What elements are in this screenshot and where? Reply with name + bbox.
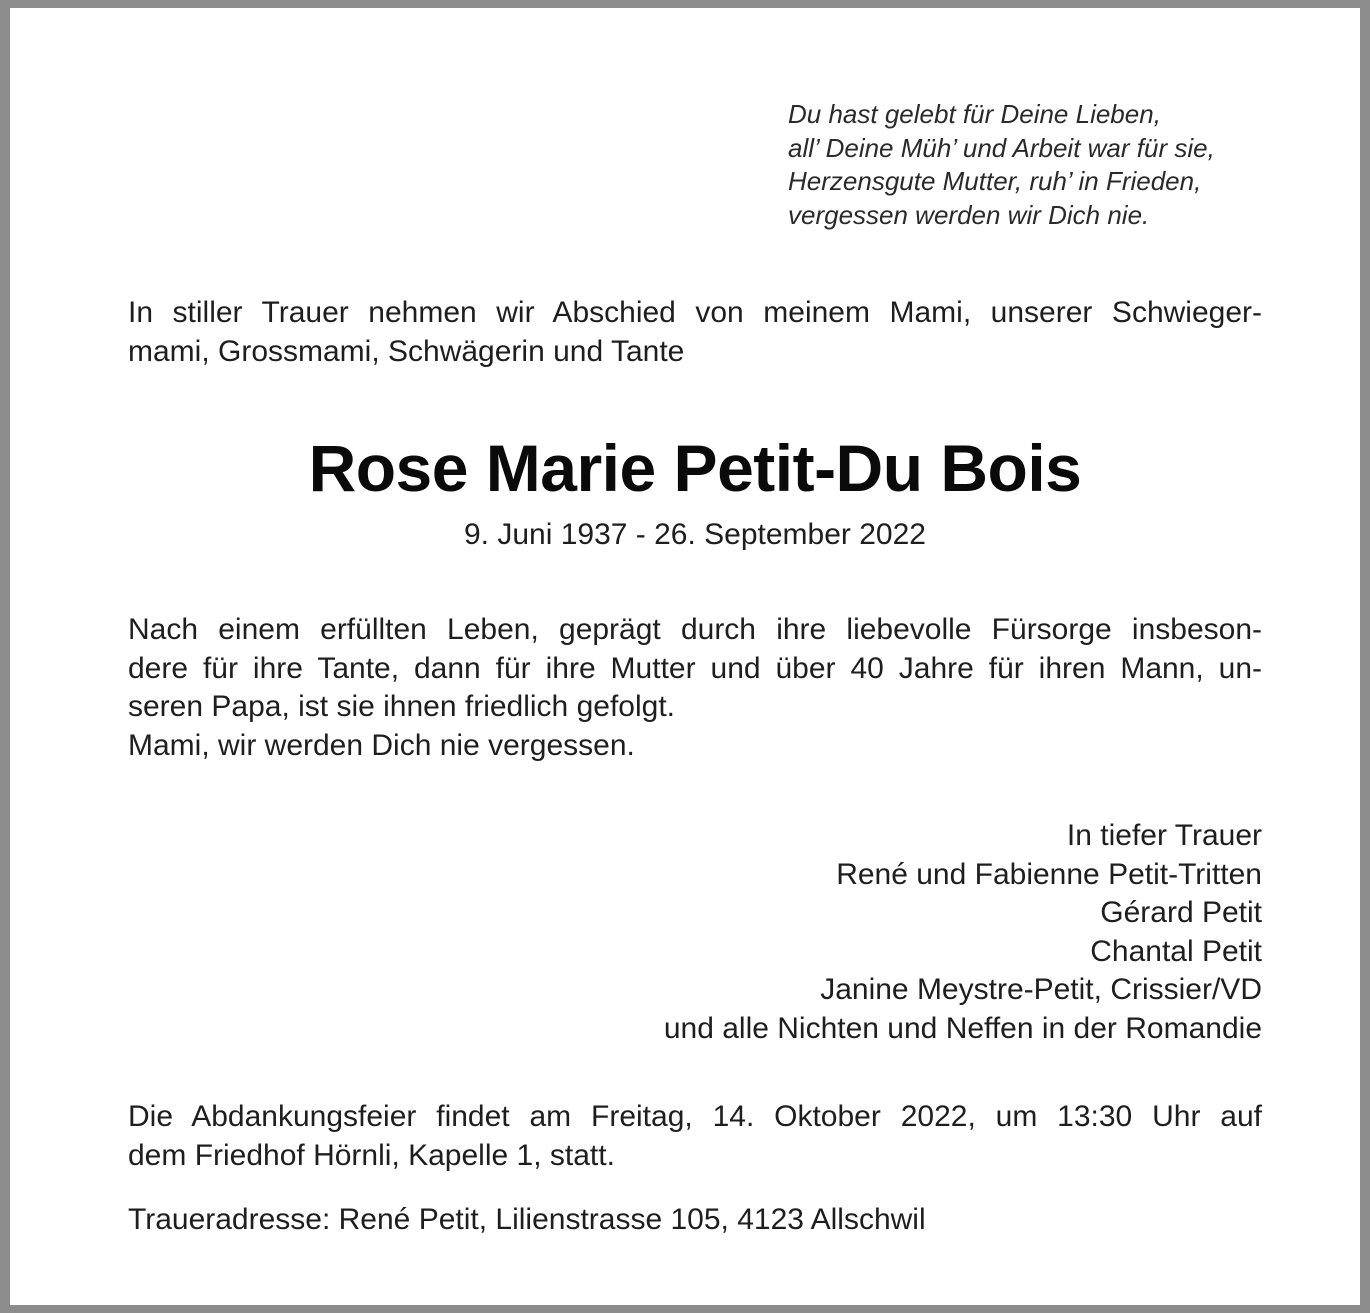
mourner-entry: Janine Meystre-Petit, Crissier/VD xyxy=(820,973,1262,1007)
mourner-entry: Chantal Petit xyxy=(1090,934,1262,968)
mourner-entry: René und Fabienne Petit-Tritten xyxy=(836,857,1262,891)
tribute-paragraph xyxy=(128,611,1262,765)
ceremony-line: Die Abdankungsfeier findet am Freitag, 14. Oktober 2022, um 13:30 Uhr auf xyxy=(128,1100,1262,1133)
ceremony-info xyxy=(128,1098,1262,1175)
mourner-entry: und alle Nichten und Neffen in der Romandie xyxy=(663,1011,1262,1045)
poem-line: all’ Deine Müh’ und Arbeit war für sie, xyxy=(788,132,1215,163)
intro-line: mami, Grossmami, Schwägerin und Tante xyxy=(128,335,685,368)
mourning-address: Traueradresse: René Petit, Lilienstrasse 105, 4123 Allschwil xyxy=(128,1203,926,1236)
deceased-name: Rose Marie Petit-Du Bois xyxy=(308,431,1082,505)
ceremony-line: dem Friedhof Hörnli, Kapelle 1, statt. xyxy=(128,1138,615,1172)
tribute-line: Nach einem erfüllten Leben, geprägt durch ihre liebevolle Fürsorge insbeson- xyxy=(128,613,1262,646)
intro-line: In stiller Trauer nehmen wir Abschied von meinem Mami, unserer Schwieger- xyxy=(128,296,1262,329)
mourners-list xyxy=(128,817,1262,1049)
mourners-heading: In tiefer Trauer xyxy=(1066,819,1262,852)
memorial-poem xyxy=(788,98,1308,232)
mourner-entry: Gérard Petit xyxy=(1100,896,1262,930)
poem-line: Herzensgute Mutter, ruh’ in Frieden, xyxy=(788,166,1202,196)
intro-paragraph xyxy=(128,293,1262,371)
tribute-line: dere für ihre Tante, dann für ihre Mutter und über 40 Jahre für ihren Mann, un- xyxy=(128,651,1262,685)
tribute-line: Mami, wir werden Dich nie vergessen. xyxy=(128,728,635,762)
life-dates: 9. Juni 1937 - 26. September 2022 xyxy=(464,518,926,551)
tribute-line: seren Papa, ist sie ihnen friedlich gefolgt. xyxy=(128,690,675,723)
poem-line: Du hast gelebt für Deine Lieben, xyxy=(788,99,1161,129)
poem-line: vergessen werden wir Dich nie. xyxy=(788,199,1150,230)
